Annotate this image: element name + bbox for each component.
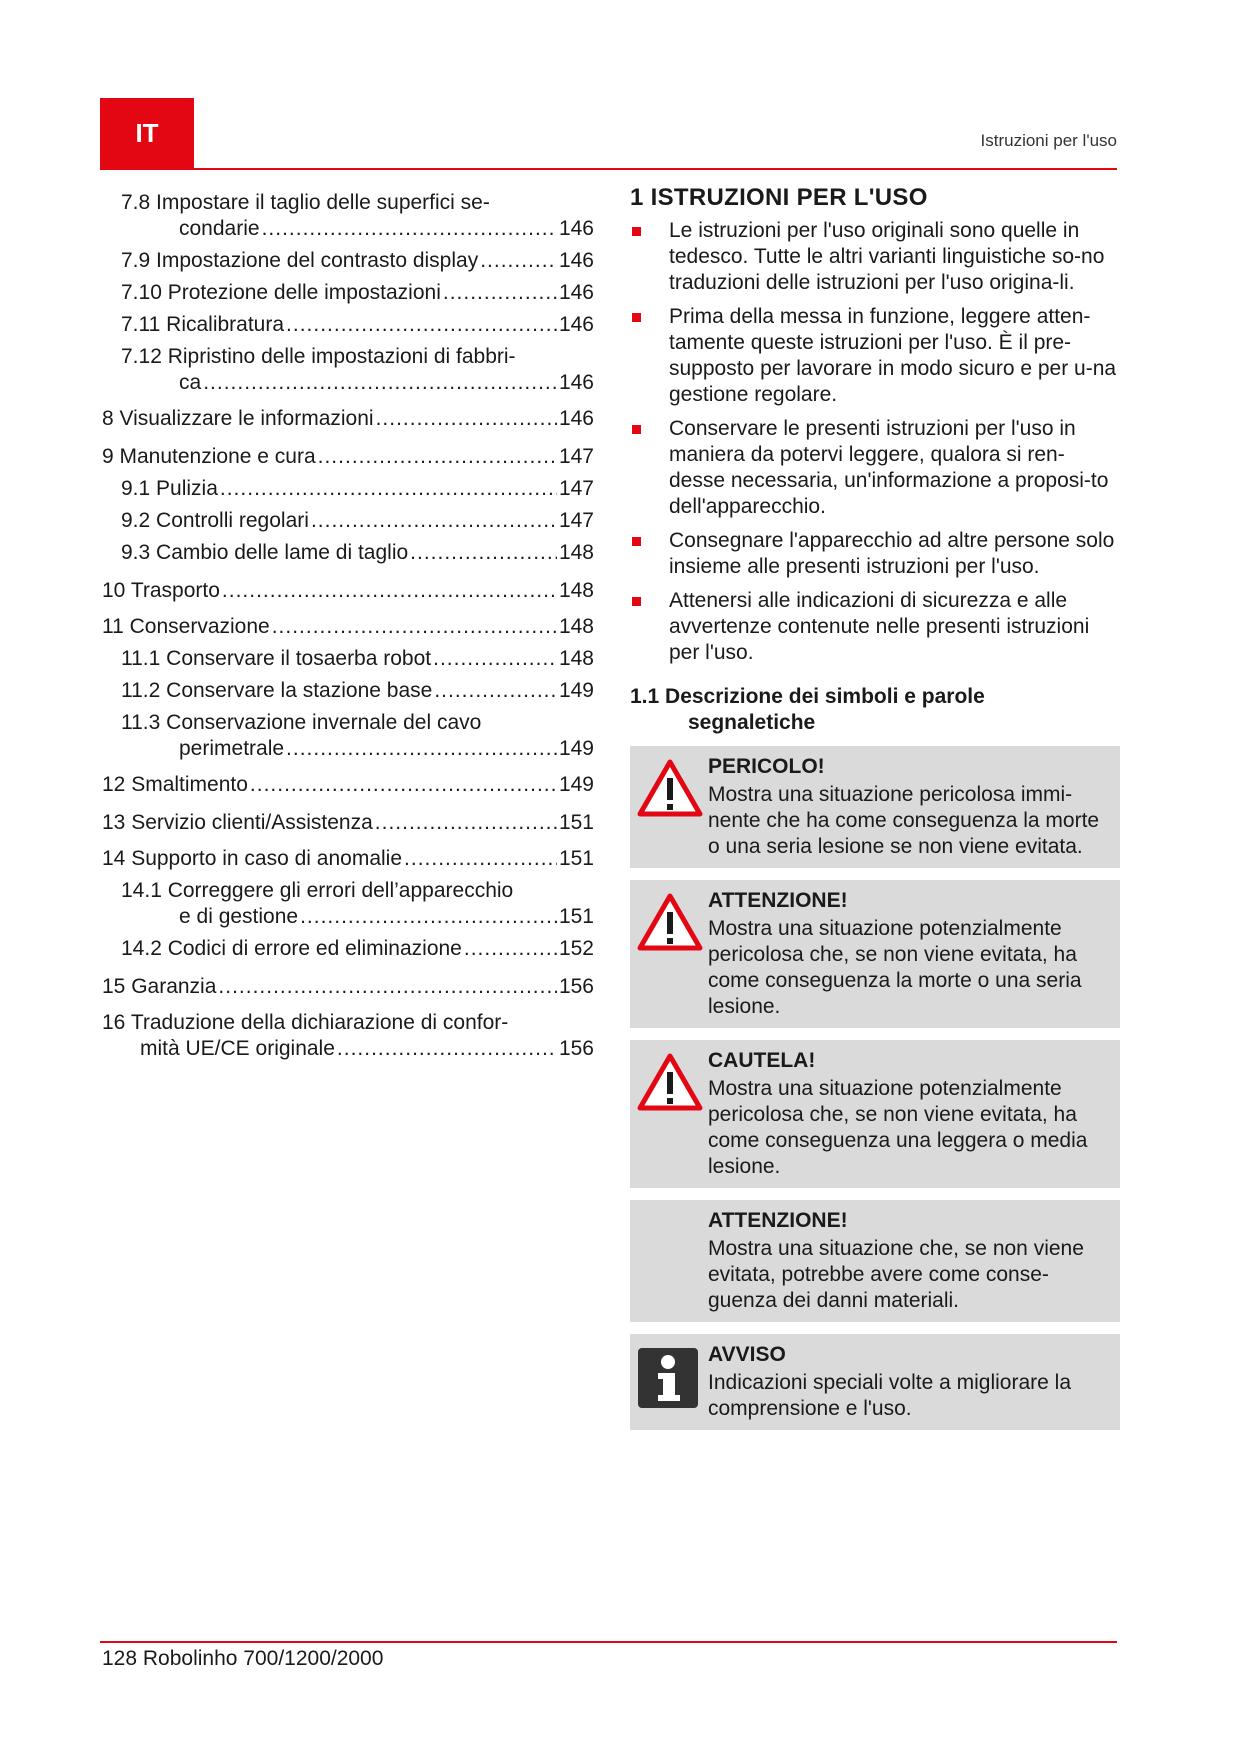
toc-leader-dots — [222, 578, 557, 604]
toc-entry-page: 148 — [558, 615, 594, 638]
notice-box — [630, 1200, 1120, 1322]
toc-leader-dots — [318, 444, 557, 470]
subsection-title-line1: 1.1 Descrizione dei simboli e parole — [630, 685, 985, 708]
list-item-text: Prima della messa in funzione, leggere atten-tamente queste istruzioni per l'uso. È il pre-supposto per lavorare in modo sicuro e per u-na gestione regolare. — [669, 305, 1117, 406]
toc-entry-page: 151 — [558, 847, 594, 870]
list-item — [630, 528, 1120, 580]
toc-entry-title: 15 Garanzia — [102, 975, 217, 998]
bullet-square-icon — [632, 313, 641, 322]
subsection-title-line2: segnaletiche — [688, 711, 816, 734]
toc-entry-page: 146 — [558, 249, 594, 272]
language-badge: IT — [100, 98, 194, 168]
toc-entry-page: 148 — [558, 647, 594, 670]
toc-entry[interactable] — [102, 974, 594, 1000]
bullet-square-icon — [632, 537, 641, 546]
toc-leader-dots — [480, 248, 557, 274]
notice-label: ATTENZIONE! — [708, 1209, 848, 1232]
toc-entry-title: 9.2 Controlli regolari — [121, 509, 309, 532]
notice-text: Mostra una situazione potenzialmente pericolosa che, se non viene evitata, ha come conseguenza una leggera o media lesione. — [708, 1077, 1088, 1178]
list-item-text: Consegnare l'apparecchio ad altre persone solo insieme alle presenti istruzioni per l'uso. — [669, 529, 1115, 578]
toc-entry[interactable] — [102, 578, 594, 604]
toc-entry-title: 12 Smaltimento — [102, 773, 248, 796]
list-item-text: Le istruzioni per l'uso originali sono quelle in tedesco. Tutte le altri varianti linguistiche so-no traduzioni delle istruzioni per l'uso origina-li. — [669, 219, 1105, 294]
toc-entry-page: 148 — [558, 579, 594, 602]
list-item-text: Conservare le presenti istruzioni per l'uso in maniera da potervi leggere, qualora si ren-desse necessaria, un'informazione a proposi-to dell'apparecchio. — [669, 417, 1109, 518]
toc-entry-title: 7.10 Protezione delle impostazioni — [121, 281, 441, 304]
toc-entry[interactable] — [102, 508, 594, 534]
toc-leader-dots — [337, 1036, 557, 1062]
toc-entry[interactable] — [102, 1010, 594, 1062]
info-icon — [636, 1346, 700, 1417]
toc-entry[interactable] — [102, 810, 594, 836]
toc-entry-page: 146 — [558, 313, 594, 336]
toc-entry-title: 10 Trasporto — [102, 579, 220, 602]
toc-entry-title: 11 Conservazione — [102, 615, 270, 638]
toc-entry[interactable] — [102, 878, 594, 930]
list-item-text: Attenersi alle indicazioni di sicurezza e alle avvertenze contenute nelle presenti istruzioni per l'uso. — [669, 589, 1090, 664]
toc-entry-page: 151 — [558, 905, 594, 928]
toc-entry-page: 147 — [558, 477, 594, 500]
notice-label: ATTENZIONE! — [708, 889, 848, 912]
toc-leader-dots — [410, 540, 557, 566]
notice-label: PERICOLO! — [708, 755, 825, 778]
toc-entry-title: 9 Manutenzione e cura — [102, 445, 316, 468]
bullet-square-icon — [632, 227, 641, 236]
toc-leader-dots — [286, 312, 557, 338]
toc-entry-page: 146 — [558, 217, 594, 240]
toc-entry[interactable] — [102, 614, 594, 640]
header-divider — [100, 168, 1117, 170]
toc-entry-title: 11.1 Conservare il tosaerba robot — [121, 647, 432, 670]
toc-entry-title: perimetrale — [179, 737, 285, 760]
toc-leader-dots — [286, 736, 557, 762]
list-item — [630, 416, 1120, 520]
toc-entry-title-line: 11.3 Conservazione invernale del cavo — [121, 711, 482, 734]
toc-entry-title: 7.11 Ricalibratura — [121, 313, 285, 336]
toc-entry[interactable] — [102, 476, 594, 502]
warning-triangle-icon — [636, 1052, 704, 1119]
toc-entry-title: 14 Supporto in caso di anomalie — [102, 847, 403, 870]
toc-entry[interactable] — [102, 280, 594, 306]
right-column — [630, 184, 1120, 1442]
toc-entry-page: 146 — [558, 371, 594, 394]
list-item — [630, 218, 1120, 296]
toc-entry[interactable] — [102, 540, 594, 566]
toc-entry[interactable] — [102, 678, 594, 704]
toc-entry-title: 9.1 Pulizia — [121, 477, 218, 500]
toc-entry[interactable] — [102, 936, 594, 962]
toc-entry[interactable] — [102, 710, 594, 762]
toc-leader-dots — [262, 216, 557, 242]
toc-entry-title: condarie — [179, 217, 260, 240]
toc-entry[interactable] — [102, 406, 594, 432]
bullet-square-icon — [632, 597, 641, 606]
toc-entry[interactable] — [102, 312, 594, 338]
toc-leader-dots — [250, 772, 557, 798]
toc-entry-page: 147 — [558, 509, 594, 532]
toc-entry-title: e di gestione — [179, 905, 299, 928]
toc-leader-dots — [433, 646, 557, 672]
list-item — [630, 588, 1120, 666]
table-of-contents — [102, 190, 594, 1068]
notice-box — [630, 1334, 1120, 1430]
notice-text: Mostra una situazione pericolosa immi-nente che ha come conseguenza la morte o una seria lesione se non viene evitata. — [708, 783, 1100, 858]
toc-leader-dots — [434, 678, 557, 704]
toc-leader-dots — [220, 476, 557, 502]
toc-entry-page: 146 — [558, 407, 594, 430]
toc-leader-dots — [272, 614, 557, 640]
warning-triangle-icon — [636, 892, 704, 959]
notice-box — [630, 880, 1120, 1028]
toc-entry-page: 156 — [558, 975, 594, 998]
toc-leader-dots — [203, 370, 557, 396]
list-item — [630, 304, 1120, 408]
toc-entry-page: 146 — [558, 281, 594, 304]
toc-entry-title: 8 Visualizzare le informazioni — [102, 407, 374, 430]
toc-entry[interactable] — [102, 444, 594, 470]
toc-entry[interactable] — [102, 846, 594, 872]
toc-leader-dots — [443, 280, 557, 306]
toc-entry-page: 149 — [558, 737, 594, 760]
toc-entry-title: 13 Servizio clienti/Assistenza — [102, 811, 373, 834]
toc-entry-title-line: 14.1 Correggere gli errori dell’apparecchio — [121, 879, 514, 902]
toc-entry-title-line: 7.8 Impostare il taglio delle superfici se- — [121, 191, 490, 214]
toc-leader-dots — [218, 974, 557, 1000]
toc-leader-dots — [300, 904, 557, 930]
toc-entry[interactable] — [102, 772, 594, 798]
notice-text: Mostra una situazione potenzialmente pericolosa che, se non viene evitata, ha come conseguenza la morte o una seria lesione. — [708, 917, 1082, 1018]
toc-entry[interactable] — [102, 248, 594, 274]
toc-entry[interactable] — [102, 646, 594, 672]
footer-divider — [100, 1641, 1117, 1643]
toc-leader-dots — [311, 508, 557, 534]
toc-entry-title: mità UE/CE originale — [140, 1037, 335, 1060]
toc-entry-page: 149 — [558, 679, 594, 702]
section-title: 1 ISTRUZIONI PER L'USO — [630, 184, 928, 211]
subsection-title — [630, 684, 1120, 736]
instruction-list — [630, 218, 1120, 666]
toc-entry-title: 14.2 Codici di errore ed eliminazione — [121, 937, 462, 960]
notice-label: CAUTELA! — [708, 1049, 816, 1072]
toc-leader-dots — [464, 936, 557, 962]
toc-entry-title: 7.9 Impostazione del contrasto display — [121, 249, 479, 272]
notice-box — [630, 746, 1120, 868]
toc-entry-title-line: 7.12 Ripristino delle impostazioni di fabbri- — [121, 345, 516, 368]
toc-entry[interactable] — [102, 190, 594, 242]
notice-label: AVVISO — [708, 1343, 786, 1366]
notice-text: Mostra una situazione che, se non viene evitata, potrebbe avere come conse-guenza dei danni materiali. — [708, 1237, 1084, 1312]
toc-entry-title: 9.3 Cambio delle lame di taglio — [121, 541, 409, 564]
notice-text: Indicazioni speciali volte a migliorare la comprensione e l'uso. — [708, 1371, 1072, 1420]
toc-entry[interactable] — [102, 344, 594, 396]
bullet-square-icon — [632, 425, 641, 434]
toc-leader-dots — [404, 846, 557, 872]
toc-entry-page: 151 — [558, 811, 594, 834]
header-title: Istruzioni per l'uso — [980, 131, 1117, 150]
toc-entry-page: 147 — [558, 445, 594, 468]
toc-entry-page: 149 — [558, 773, 594, 796]
toc-entry-page: 148 — [558, 541, 594, 564]
toc-entry-page: 152 — [558, 937, 594, 960]
warning-triangle-icon — [636, 758, 704, 825]
toc-entry-page: 156 — [558, 1037, 594, 1060]
footer-text: 128 Robolinho 700/1200/2000 — [102, 1647, 384, 1670]
toc-entry-title-line: 16 Traduzione della dichiarazione di confor- — [102, 1011, 509, 1034]
notice-list — [630, 746, 1120, 1430]
toc-entry-title: ca — [179, 371, 202, 394]
toc-leader-dots — [376, 406, 557, 432]
toc-leader-dots — [375, 810, 557, 836]
toc-entry-title: 11.2 Conservare la stazione base — [121, 679, 433, 702]
notice-box — [630, 1040, 1120, 1188]
